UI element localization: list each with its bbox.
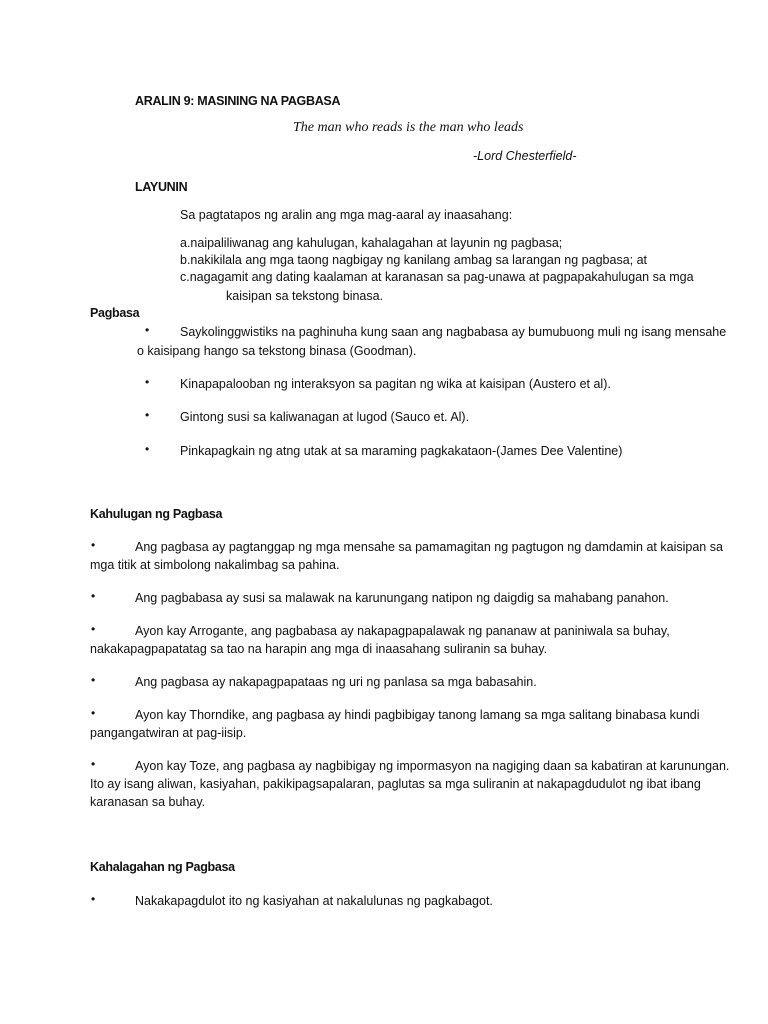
pagbasa-item-2: Kinapapalooban ng interaksyon sa pagitan ng wika at kaisipan (Austero et al). (180, 377, 611, 391)
kahulugan-item-5-line-1: Ayon kay Thorndike, ang pagbasa ay hindi pagbibigay tanong lamang sa mga salitang binabasa kundi (135, 708, 700, 722)
kahalagahan-bullet-1: • (91, 892, 96, 906)
kahulugan-item-5-line-2: pangangatwiran at pag-iisip. (90, 726, 247, 740)
kahulugan-item-4: Ang pagbasa ay nakapagpapataas ng uri ng panlasa sa mga babasahin. (135, 675, 537, 689)
kahulugan-item-6-line-1: Ayon kay Toze, ang pagbasa ay nagbibigay ng impormasyon na nagiging daan sa kabatiran at karunungan. (135, 759, 730, 773)
quote-author: -Lord Chesterfield- (473, 149, 577, 163)
layunin-item-b: b.nakikilala ang mga taong nagbigay ng kanilang ambag sa larangan ng pagbasa; at (180, 253, 648, 267)
pagbasa-item-1-line-2: o kaisipang hango sa tekstong binasa (Goodman). (137, 344, 417, 358)
kahulugan-item-3-line-2: nakakapagpapatatag sa tao na harapin ang mga di inaasahang suliranin sa buhay. (90, 642, 548, 656)
kahulugan-item-1-line-2: mga titik at simbolong nakalimbag sa pahina. (90, 558, 340, 572)
lesson-title: ARALIN 9: MASINING NA PAGBASA (135, 94, 341, 108)
kahulugan-item-3-line-1: Ayon kay Arrogante, ang pagbabasa ay nakapagpapalawak ng pananaw at paniniwala sa buhay, (135, 624, 670, 638)
layunin-intro: Sa pagtatapos ng aralin ang mga mag-aaral ay inaasahang: (180, 208, 513, 222)
pagbasa-bullet-2: • (145, 375, 150, 389)
kahulugan-item-6-line-2: Ito ay isang aliwan, kasiyahan, pakikipagsapalaran, paglutas sa mga suliranin at nakapagdudulot ng ibat ibang (90, 777, 701, 791)
pagbasa-item-1-line-1: Saykolinggwistiks na paghinuha kung saan ang nagbabasa ay bumubuong muli ng isang mensahe (180, 325, 727, 339)
kahulugan-item-2: Ang pagbabasa ay susi sa malawak na karunungang natipon ng daigdig sa mahabang panahon. (135, 591, 669, 605)
layunin-item-c-continuation: kaisipan sa tekstong binasa. (226, 289, 384, 303)
kahulugan-bullet-6: • (91, 757, 96, 771)
pagbasa-bullet-4: • (145, 442, 150, 456)
kahalagahan-heading: Kahalagahan ng Pagbasa (90, 860, 235, 874)
pagbasa-item-4: Pinkapagkain ng atng utak at sa maraming pagkakataon-(James Dee Valentine) (180, 444, 623, 458)
pagbasa-heading: Pagbasa (90, 306, 140, 320)
layunin-heading: LAYUNIN (135, 180, 188, 194)
kahulugan-bullet-5: • (91, 706, 96, 720)
layunin-item-a: a.naipaliliwanag ang kahulugan, kahalagahan at layunin ng pagbasa; (180, 236, 563, 250)
kahulugan-bullet-1: • (91, 538, 96, 552)
kahalagahan-item-1: Nakakapagdulot ito ng kasiyahan at nakalulunas ng pagkabagot. (135, 894, 493, 908)
kahulugan-item-1-line-1: Ang pagbasa ay pagtanggap ng mga mensahe sa pamamagitan ng pagtugon ng damdamin at kaisipan sa (135, 540, 723, 554)
pagbasa-item-3: Gintong susi sa kaliwanagan at lugod (Sauco et. Al). (180, 410, 470, 424)
kahulugan-bullet-4: • (91, 673, 96, 687)
quote-text: The man who reads is the man who leads (293, 120, 524, 135)
pagbasa-bullet-1: • (145, 323, 150, 337)
kahulugan-bullet-2: • (91, 589, 96, 603)
kahulugan-heading: Kahulugan ng Pagbasa (90, 507, 223, 521)
layunin-item-c: c.nagagamit ang dating kaalaman at karanasan sa pag-unawa at pagpapakahulugan sa mga (180, 270, 694, 284)
kahulugan-item-6-line-3: karanasan sa buhay. (90, 795, 206, 809)
pagbasa-bullet-3: • (145, 408, 150, 422)
kahulugan-bullet-3: • (91, 622, 96, 636)
